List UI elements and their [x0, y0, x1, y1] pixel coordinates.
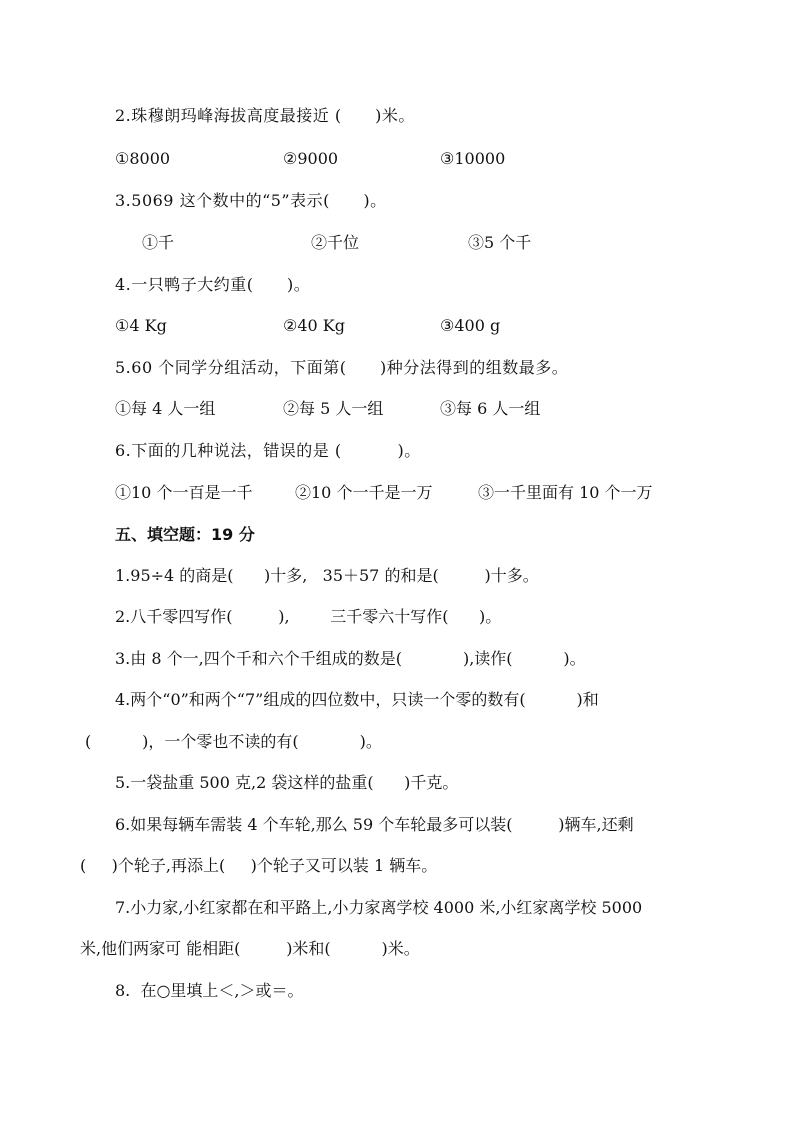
fill-question-8: 8. 在○里填上＜,＞或＝。	[115, 981, 304, 1000]
question-3-stem: 3.5069 这个数中的“5”表示( )。	[115, 191, 387, 210]
question-3-option-1: ①千	[142, 233, 175, 252]
question-4-stem: 4.一只鸭子大约重( )。	[115, 275, 311, 294]
question-5-option-1: ①每 4 人一组	[115, 399, 216, 418]
fill-question-6-line-1: 6.如果每辆车需装 4 个车轮,那么 59 个车轮最多可以装( )辆车,还剩	[115, 815, 634, 834]
question-6-option-2: ②10 个一千是一万	[295, 483, 433, 502]
fill-question-1: 1.95÷4 的商是( )十多, 35＋57 的和是( )十多。	[115, 566, 539, 585]
question-5-option-3: ③每 6 人一组	[440, 399, 541, 418]
question-6-stem: 6.下面的几种说法，错误的是 ( )。	[115, 441, 421, 460]
fill-question-4-line-2: ( )，一个零也不读的有( )。	[85, 732, 382, 751]
question-2-stem: 2.珠穆朗玛峰海拔高度最接近 ( )米。	[115, 106, 415, 125]
fill-question-4-line-1: 4.两个“0”和两个“7”组成的四位数中，只读一个零的数有( )和	[115, 690, 599, 709]
question-4-option-3: ③400 g	[440, 316, 501, 335]
question-2-option-3: ③10000	[440, 149, 506, 168]
question-6-option-3: ③一千里面有 10 个一万	[478, 483, 653, 502]
question-5-option-2: ②每 5 人一组	[283, 399, 384, 418]
fill-question-7-line-2: 米,他们两家可 能相距( )米和( )米。	[80, 939, 420, 958]
question-3-option-3: ③5 个千	[468, 233, 532, 252]
question-3-option-2: ②千位	[311, 233, 360, 252]
question-2-option-2: ②9000	[283, 149, 339, 168]
fill-question-5: 5.一袋盐重 500 克,2 袋这样的盐重( )千克。	[115, 773, 459, 792]
question-5-stem: 5.60 个同学分组活动，下面第( )种分法得到的组数最多。	[115, 358, 569, 377]
question-2-option-1: ①8000	[115, 149, 171, 168]
fill-question-6-line-2: ( )个轮子,再添上( )个轮子又可以装 1 辆车。	[80, 856, 438, 875]
fill-question-2: 2.八千零四写作( ), 三千零六十写作( )。	[115, 607, 502, 626]
question-4-option-2: ②40 Kg	[283, 316, 345, 335]
question-6-option-1: ①10 个一百是一千	[115, 483, 253, 502]
section-5-heading: 五、填空题：19 分	[115, 525, 255, 544]
fill-question-3: 3.由 8 个一,四个千和六个千组成的数是( ),读作( )。	[115, 649, 586, 668]
question-4-option-1: ①4 Kg	[115, 316, 167, 335]
fill-question-7-line-1: 7.小力家,小红家都在和平路上,小力家离学校 4000 米,小红家离学校 5000	[115, 898, 643, 917]
